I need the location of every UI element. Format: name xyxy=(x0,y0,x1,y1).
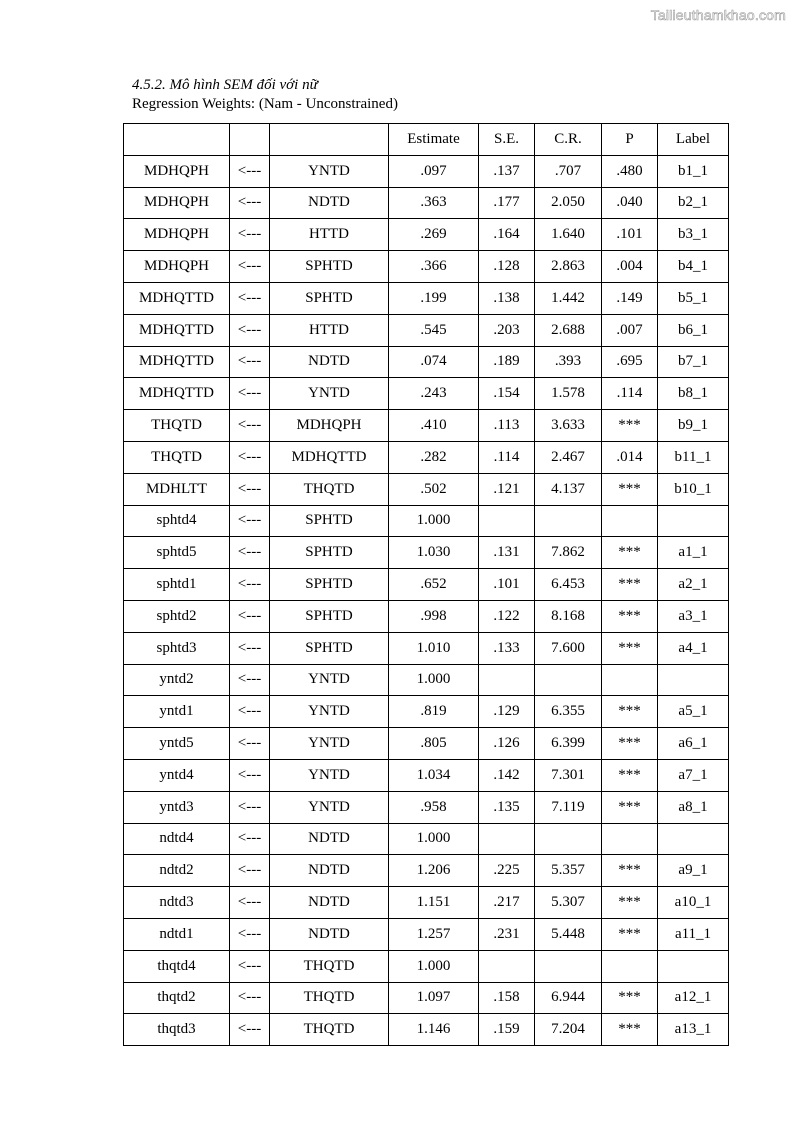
estimate-cell: .269 xyxy=(389,219,479,251)
label-cell xyxy=(658,950,729,982)
independent-cell: SPHTD xyxy=(270,569,389,601)
se-cell xyxy=(479,505,535,537)
p-cell xyxy=(602,505,658,537)
header-cell-se: S.E. xyxy=(479,124,535,156)
arrow-cell: <--- xyxy=(230,1014,270,1046)
arrow-cell: <--- xyxy=(230,664,270,696)
cr-cell: 6.355 xyxy=(535,696,602,728)
cr-cell: .707 xyxy=(535,155,602,187)
dependent-cell: sphtd5 xyxy=(124,537,230,569)
p-cell: .101 xyxy=(602,219,658,251)
table-row xyxy=(124,791,729,823)
label-cell xyxy=(658,823,729,855)
table-row xyxy=(124,823,729,855)
estimate-cell: .652 xyxy=(389,569,479,601)
estimate-cell: 1.146 xyxy=(389,1014,479,1046)
independent-cell: SPHTD xyxy=(270,251,389,283)
estimate-cell: 1.034 xyxy=(389,759,479,791)
estimate-cell: .366 xyxy=(389,251,479,283)
dependent-cell: sphtd1 xyxy=(124,569,230,601)
cr-cell: 2.688 xyxy=(535,314,602,346)
se-cell: .122 xyxy=(479,600,535,632)
se-cell: .128 xyxy=(479,251,535,283)
se-cell: .113 xyxy=(479,410,535,442)
p-cell: *** xyxy=(602,632,658,664)
p-cell: *** xyxy=(602,410,658,442)
independent-cell: THQTD xyxy=(270,982,389,1014)
se-cell: .225 xyxy=(479,855,535,887)
se-cell: .126 xyxy=(479,728,535,760)
label-cell xyxy=(658,664,729,696)
cr-cell: 5.448 xyxy=(535,918,602,950)
label-cell: a1_1 xyxy=(658,537,729,569)
cr-cell: 1.578 xyxy=(535,378,602,410)
se-cell: .138 xyxy=(479,282,535,314)
estimate-cell: .545 xyxy=(389,314,479,346)
cr-cell: 2.863 xyxy=(535,251,602,283)
cr-cell: 6.399 xyxy=(535,728,602,760)
independent-cell: YNTD xyxy=(270,378,389,410)
cr-cell xyxy=(535,950,602,982)
dependent-cell: MDHQTTD xyxy=(124,314,230,346)
cr-cell xyxy=(535,505,602,537)
table-row xyxy=(124,855,729,887)
label-cell: a5_1 xyxy=(658,696,729,728)
dependent-cell: MDHQTTD xyxy=(124,282,230,314)
arrow-cell: <--- xyxy=(230,155,270,187)
estimate-cell: 1.030 xyxy=(389,537,479,569)
table-row xyxy=(124,664,729,696)
se-cell: .217 xyxy=(479,887,535,919)
p-cell: *** xyxy=(602,855,658,887)
label-cell: a13_1 xyxy=(658,1014,729,1046)
estimate-cell: .243 xyxy=(389,378,479,410)
cr-cell: 7.119 xyxy=(535,791,602,823)
cr-cell: 7.862 xyxy=(535,537,602,569)
arrow-cell: <--- xyxy=(230,696,270,728)
p-cell: .480 xyxy=(602,155,658,187)
independent-cell: NDTD xyxy=(270,855,389,887)
estimate-cell: 1.000 xyxy=(389,664,479,696)
cr-cell: 5.307 xyxy=(535,887,602,919)
arrow-cell: <--- xyxy=(230,537,270,569)
estimate-cell: .805 xyxy=(389,728,479,760)
label-cell: a11_1 xyxy=(658,918,729,950)
p-cell: .014 xyxy=(602,441,658,473)
independent-cell: SPHTD xyxy=(270,600,389,632)
arrow-cell: <--- xyxy=(230,505,270,537)
label-cell: a9_1 xyxy=(658,855,729,887)
table-row xyxy=(124,346,729,378)
p-cell: *** xyxy=(602,918,658,950)
estimate-cell: .502 xyxy=(389,473,479,505)
se-cell xyxy=(479,950,535,982)
se-cell: .177 xyxy=(479,187,535,219)
dependent-cell: yntd3 xyxy=(124,791,230,823)
p-cell: .695 xyxy=(602,346,658,378)
table-row xyxy=(124,600,729,632)
arrow-cell: <--- xyxy=(230,918,270,950)
arrow-cell: <--- xyxy=(230,791,270,823)
label-cell: a3_1 xyxy=(658,600,729,632)
estimate-cell: 1.000 xyxy=(389,823,479,855)
independent-cell: YNTD xyxy=(270,155,389,187)
arrow-cell: <--- xyxy=(230,346,270,378)
independent-cell: NDTD xyxy=(270,346,389,378)
independent-cell: SPHTD xyxy=(270,282,389,314)
estimate-cell: .199 xyxy=(389,282,479,314)
p-cell xyxy=(602,823,658,855)
estimate-cell: .097 xyxy=(389,155,479,187)
label-cell: a6_1 xyxy=(658,728,729,760)
p-cell: .149 xyxy=(602,282,658,314)
watermark: Tailieuthamkhao.com xyxy=(650,7,786,23)
dependent-cell: MDHQPH xyxy=(124,251,230,283)
independent-cell: SPHTD xyxy=(270,632,389,664)
estimate-cell: 1.010 xyxy=(389,632,479,664)
dependent-cell: yntd4 xyxy=(124,759,230,791)
table-row xyxy=(124,728,729,760)
dependent-cell: MDHQPH xyxy=(124,219,230,251)
estimate-cell: .958 xyxy=(389,791,479,823)
table-row xyxy=(124,950,729,982)
estimate-cell: .363 xyxy=(389,187,479,219)
independent-cell: MDHQPH xyxy=(270,410,389,442)
table-row xyxy=(124,378,729,410)
independent-cell: MDHQTTD xyxy=(270,441,389,473)
independent-cell: NDTD xyxy=(270,918,389,950)
se-cell: .154 xyxy=(479,378,535,410)
cr-cell: 6.453 xyxy=(535,569,602,601)
cr-cell: 1.442 xyxy=(535,282,602,314)
se-cell: .121 xyxy=(479,473,535,505)
header-cell-arrow xyxy=(230,124,270,156)
independent-cell: SPHTD xyxy=(270,505,389,537)
label-cell: a10_1 xyxy=(658,887,729,919)
dependent-cell: THQTD xyxy=(124,410,230,442)
p-cell xyxy=(602,664,658,696)
se-cell: .135 xyxy=(479,791,535,823)
independent-cell: HTTD xyxy=(270,314,389,346)
table-body xyxy=(124,155,729,1045)
arrow-cell: <--- xyxy=(230,282,270,314)
header-cell-cr: C.R. xyxy=(535,124,602,156)
table-row xyxy=(124,282,729,314)
arrow-cell: <--- xyxy=(230,982,270,1014)
dependent-cell: ndtd1 xyxy=(124,918,230,950)
table-row xyxy=(124,918,729,950)
arrow-cell: <--- xyxy=(230,473,270,505)
independent-cell: HTTD xyxy=(270,219,389,251)
p-cell: *** xyxy=(602,759,658,791)
independent-cell: YNTD xyxy=(270,664,389,696)
table-row xyxy=(124,887,729,919)
dependent-cell: yntd5 xyxy=(124,728,230,760)
dependent-cell: sphtd2 xyxy=(124,600,230,632)
cr-cell: .393 xyxy=(535,346,602,378)
estimate-cell: .998 xyxy=(389,600,479,632)
label-cell: b4_1 xyxy=(658,251,729,283)
table-row xyxy=(124,982,729,1014)
table-row xyxy=(124,569,729,601)
dependent-cell: thqtd4 xyxy=(124,950,230,982)
dependent-cell: MDHQTTD xyxy=(124,378,230,410)
label-cell xyxy=(658,505,729,537)
estimate-cell: .819 xyxy=(389,696,479,728)
independent-cell: YNTD xyxy=(270,696,389,728)
independent-cell: YNTD xyxy=(270,791,389,823)
cr-cell xyxy=(535,664,602,696)
table-caption: Regression Weights: (Nam - Unconstrained) xyxy=(132,96,398,112)
independent-cell: THQTD xyxy=(270,473,389,505)
p-cell: .004 xyxy=(602,251,658,283)
cr-cell: 2.050 xyxy=(535,187,602,219)
se-cell: .137 xyxy=(479,155,535,187)
se-cell: .101 xyxy=(479,569,535,601)
arrow-cell: <--- xyxy=(230,600,270,632)
arrow-cell: <--- xyxy=(230,187,270,219)
label-cell: b6_1 xyxy=(658,314,729,346)
dependent-cell: MDHQPH xyxy=(124,155,230,187)
table-row xyxy=(124,441,729,473)
dependent-cell: ndtd4 xyxy=(124,823,230,855)
dependent-cell: MDHQTTD xyxy=(124,346,230,378)
arrow-cell: <--- xyxy=(230,823,270,855)
table-row xyxy=(124,537,729,569)
label-cell: a8_1 xyxy=(658,791,729,823)
arrow-cell: <--- xyxy=(230,441,270,473)
header-cell-independent xyxy=(270,124,389,156)
cr-cell: 6.944 xyxy=(535,982,602,1014)
header-cell-estimate: Estimate xyxy=(389,124,479,156)
cr-cell: 7.301 xyxy=(535,759,602,791)
cr-cell: 8.168 xyxy=(535,600,602,632)
se-cell: .231 xyxy=(479,918,535,950)
label-cell: a12_1 xyxy=(658,982,729,1014)
label-cell: b3_1 xyxy=(658,219,729,251)
regression-weights-table xyxy=(123,123,729,1046)
cr-cell: 3.633 xyxy=(535,410,602,442)
p-cell: *** xyxy=(602,537,658,569)
arrow-cell: <--- xyxy=(230,410,270,442)
table-header xyxy=(124,124,729,156)
estimate-cell: .074 xyxy=(389,346,479,378)
p-cell: *** xyxy=(602,982,658,1014)
independent-cell: NDTD xyxy=(270,187,389,219)
table-row xyxy=(124,696,729,728)
table-row xyxy=(124,187,729,219)
dependent-cell: yntd2 xyxy=(124,664,230,696)
se-cell: .129 xyxy=(479,696,535,728)
p-cell: *** xyxy=(602,728,658,760)
header-cell-p: P xyxy=(602,124,658,156)
table-row xyxy=(124,251,729,283)
independent-cell: YNTD xyxy=(270,728,389,760)
table-row xyxy=(124,219,729,251)
table-row xyxy=(124,505,729,537)
table-row xyxy=(124,473,729,505)
p-cell xyxy=(602,950,658,982)
se-cell xyxy=(479,664,535,696)
header-cell-dependent xyxy=(124,124,230,156)
p-cell: .114 xyxy=(602,378,658,410)
p-cell: *** xyxy=(602,791,658,823)
estimate-cell: 1.000 xyxy=(389,505,479,537)
cr-cell: 4.137 xyxy=(535,473,602,505)
label-cell: b2_1 xyxy=(658,187,729,219)
p-cell: *** xyxy=(602,569,658,601)
se-cell: .159 xyxy=(479,1014,535,1046)
table-row xyxy=(124,410,729,442)
se-cell: .189 xyxy=(479,346,535,378)
estimate-cell: 1.097 xyxy=(389,982,479,1014)
dependent-cell: MDHLTT xyxy=(124,473,230,505)
arrow-cell: <--- xyxy=(230,759,270,791)
p-cell: .007 xyxy=(602,314,658,346)
label-cell: a2_1 xyxy=(658,569,729,601)
label-cell: b10_1 xyxy=(658,473,729,505)
label-cell: b7_1 xyxy=(658,346,729,378)
se-cell xyxy=(479,823,535,855)
p-cell: *** xyxy=(602,473,658,505)
estimate-cell: .282 xyxy=(389,441,479,473)
dependent-cell: thqtd3 xyxy=(124,1014,230,1046)
label-cell: b11_1 xyxy=(658,441,729,473)
se-cell: .131 xyxy=(479,537,535,569)
estimate-cell: 1.151 xyxy=(389,887,479,919)
arrow-cell: <--- xyxy=(230,219,270,251)
arrow-cell: <--- xyxy=(230,728,270,760)
table-row xyxy=(124,155,729,187)
se-cell: .133 xyxy=(479,632,535,664)
label-cell: b5_1 xyxy=(658,282,729,314)
label-cell: b1_1 xyxy=(658,155,729,187)
estimate-cell: 1.000 xyxy=(389,950,479,982)
estimate-cell: 1.257 xyxy=(389,918,479,950)
section-heading: 4.5.2. Mô hình SEM đối với nữ xyxy=(132,77,318,93)
dependent-cell: sphtd3 xyxy=(124,632,230,664)
cr-cell: 5.357 xyxy=(535,855,602,887)
se-cell: .158 xyxy=(479,982,535,1014)
se-cell: .142 xyxy=(479,759,535,791)
arrow-cell: <--- xyxy=(230,569,270,601)
arrow-cell: <--- xyxy=(230,950,270,982)
cr-cell xyxy=(535,823,602,855)
independent-cell: THQTD xyxy=(270,950,389,982)
label-cell: b9_1 xyxy=(658,410,729,442)
arrow-cell: <--- xyxy=(230,378,270,410)
cr-cell: 7.204 xyxy=(535,1014,602,1046)
p-cell: *** xyxy=(602,1014,658,1046)
independent-cell: NDTD xyxy=(270,887,389,919)
label-cell: b8_1 xyxy=(658,378,729,410)
dependent-cell: sphtd4 xyxy=(124,505,230,537)
dependent-cell: ndtd2 xyxy=(124,855,230,887)
table-row xyxy=(124,1014,729,1046)
table-row xyxy=(124,759,729,791)
arrow-cell: <--- xyxy=(230,251,270,283)
label-cell: a4_1 xyxy=(658,632,729,664)
independent-cell: THQTD xyxy=(270,1014,389,1046)
dependent-cell: THQTD xyxy=(124,441,230,473)
p-cell: *** xyxy=(602,696,658,728)
label-cell: a7_1 xyxy=(658,759,729,791)
dependent-cell: MDHQPH xyxy=(124,187,230,219)
se-cell: .203 xyxy=(479,314,535,346)
arrow-cell: <--- xyxy=(230,314,270,346)
table-row xyxy=(124,314,729,346)
estimate-cell: .410 xyxy=(389,410,479,442)
se-cell: .114 xyxy=(479,441,535,473)
p-cell: *** xyxy=(602,600,658,632)
arrow-cell: <--- xyxy=(230,855,270,887)
table-row xyxy=(124,632,729,664)
header-row xyxy=(124,124,729,156)
arrow-cell: <--- xyxy=(230,632,270,664)
arrow-cell: <--- xyxy=(230,887,270,919)
independent-cell: SPHTD xyxy=(270,537,389,569)
estimate-cell: 1.206 xyxy=(389,855,479,887)
cr-cell: 2.467 xyxy=(535,441,602,473)
p-cell: *** xyxy=(602,887,658,919)
p-cell: .040 xyxy=(602,187,658,219)
dependent-cell: ndtd3 xyxy=(124,887,230,919)
se-cell: .164 xyxy=(479,219,535,251)
cr-cell: 7.600 xyxy=(535,632,602,664)
header-cell-label: Label xyxy=(658,124,729,156)
cr-cell: 1.640 xyxy=(535,219,602,251)
independent-cell: NDTD xyxy=(270,823,389,855)
independent-cell: YNTD xyxy=(270,759,389,791)
dependent-cell: yntd1 xyxy=(124,696,230,728)
dependent-cell: thqtd2 xyxy=(124,982,230,1014)
